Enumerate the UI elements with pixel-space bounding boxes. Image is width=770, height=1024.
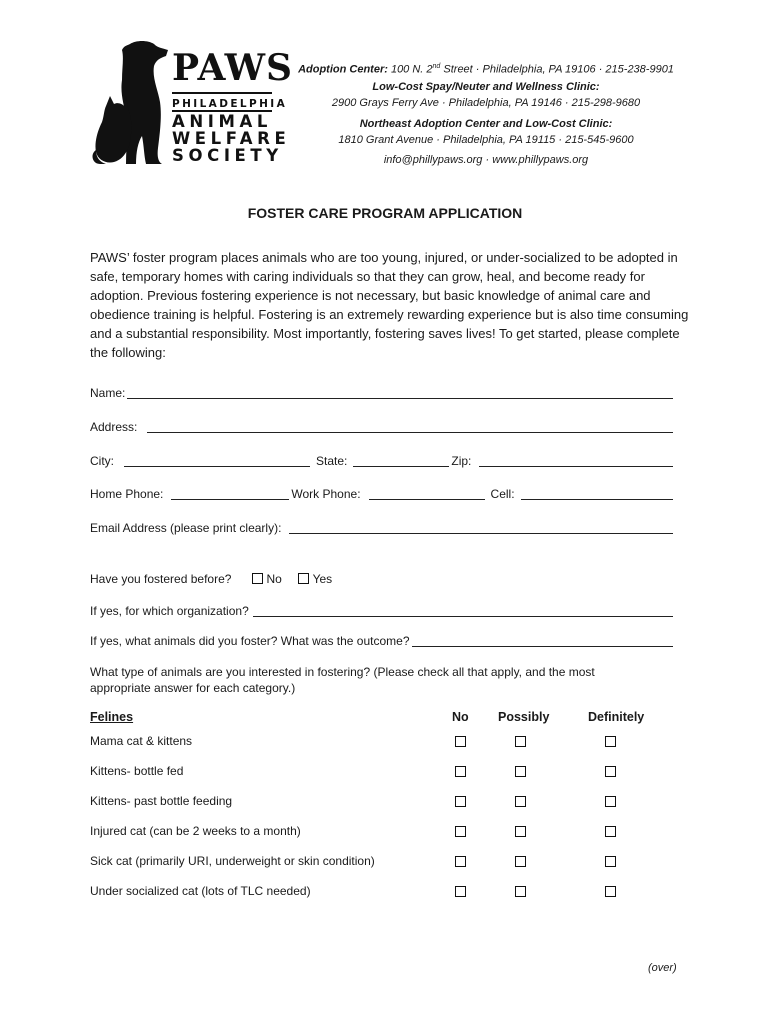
what-animals-field[interactable]: If yes, what animals did you foster? What was the outcome?: [90, 632, 675, 648]
fostered-yes-checkbox[interactable]: [298, 573, 309, 584]
zip-line[interactable]: [479, 454, 673, 467]
logo-wordmark: PAWS: [172, 47, 294, 89]
feline-possibly-checkbox[interactable]: [515, 856, 526, 867]
logo-city: PHILADELPHIA: [172, 98, 288, 110]
work-phone-line[interactable]: [369, 487, 485, 500]
clinic-label: Low-Cost Spay/Neuter and Wellness Clinic:: [372, 81, 600, 93]
feline-no-checkbox[interactable]: [455, 826, 466, 837]
feline-possibly-checkbox[interactable]: [515, 826, 526, 837]
feline-no-checkbox[interactable]: [455, 796, 466, 807]
col-no: No: [452, 710, 469, 724]
phone-row: Home Phone: Work Phone: Cell:: [90, 485, 675, 501]
page-title: FOSTER CARE PROGRAM APPLICATION: [247, 205, 523, 221]
feline-definitely-checkbox[interactable]: [605, 826, 616, 837]
feline-no-checkbox[interactable]: [455, 736, 466, 747]
interest-question: What type of animals are you interested in fostering? (Please check all that apply, and the most appropriate answer for each category.): [90, 665, 595, 695]
feline-row-label: Mama cat & kittens: [90, 734, 193, 748]
name-line[interactable]: [127, 386, 673, 399]
feline-possibly-checkbox[interactable]: [515, 796, 526, 807]
logo-line-animal: ANIMAL: [172, 112, 273, 131]
city-line[interactable]: [124, 454, 310, 467]
feline-row-label: Injured cat (can be 2 weeks to a month): [90, 824, 301, 838]
state-line[interactable]: [353, 454, 449, 467]
feline-row-label: Kittens- past bottle feeding: [90, 794, 233, 808]
clinic-address: 2900 Grays Ferry Ave · Philadelphia, PA 19146 · 215-298-9680: [331, 97, 641, 109]
feline-possibly-checkbox[interactable]: [515, 736, 526, 747]
col-possibly: Possibly: [498, 710, 550, 724]
feline-definitely-checkbox[interactable]: [605, 856, 616, 867]
home-phone-line[interactable]: [171, 487, 289, 500]
address-line[interactable]: [147, 420, 673, 433]
feline-no-checkbox[interactable]: [455, 766, 466, 777]
feline-row-label: Kittens- bottle fed: [90, 764, 184, 778]
feline-definitely-checkbox[interactable]: [605, 796, 616, 807]
feline-definitely-checkbox[interactable]: [605, 886, 616, 897]
logo-line-welfare: WELFARE: [172, 129, 291, 148]
which-org-field[interactable]: If yes, for which organization?: [90, 602, 675, 618]
intro-paragraph: PAWS’ foster program places animals who are too young, injured, or under-socialized to be adopted in safe, temporary homes with caring individuals so that they can grow, heal, and become ready for adoption. Previous fostering experience is not necessary, but basic knowledge of animal care and obedience training is helpful. Fostering is an extremely rewarding experience but is also time consuming and a substantial responsibility. Most importantly, fostering saves lives! To get started, please complete the following:: [90, 250, 689, 360]
what-animals-line[interactable]: [412, 634, 674, 647]
logo-line-society: SOCIETY: [172, 146, 283, 165]
feline-row-label: Sick cat (primarily URI, underweight or skin condition): [90, 854, 375, 868]
over-note: (over): [648, 962, 677, 974]
feline-no-checkbox[interactable]: [455, 856, 466, 867]
northeast-address: 1810 Grant Avenue · Philadelphia, PA 19115 · 215-545-9600: [338, 134, 634, 146]
feline-no-checkbox[interactable]: [455, 886, 466, 897]
feline-possibly-checkbox[interactable]: [515, 766, 526, 777]
feline-definitely-checkbox[interactable]: [605, 766, 616, 777]
email-line[interactable]: [289, 521, 673, 534]
fostered-before-question: Have you fostered before? No Yes: [90, 572, 333, 586]
cell-line[interactable]: [521, 487, 673, 500]
feline-definitely-checkbox[interactable]: [605, 736, 616, 747]
feline-possibly-checkbox[interactable]: [515, 886, 526, 897]
northeast-label: Northeast Adoption Center and Low-Cost Clinic:: [359, 118, 613, 130]
address-field[interactable]: Address:: [90, 418, 675, 434]
which-org-line[interactable]: [253, 604, 673, 617]
contact-web: info@phillypaws.org · www.phillypaws.org: [383, 154, 589, 166]
city-state-zip-row: City: State: Zip:: [90, 452, 675, 468]
adoption-center-line: Adoption Center: 100 N. 2nd Street · Philadelphia, PA 19106 · 215-238-9901: [298, 63, 674, 76]
felines-heading: Felines: [90, 710, 134, 724]
name-field[interactable]: Name:: [90, 384, 675, 400]
col-definitely: Definitely: [588, 710, 645, 724]
email-field[interactable]: Email Address (please print clearly):: [90, 519, 675, 535]
fostered-no-checkbox[interactable]: [252, 573, 263, 584]
logo-rule: [172, 92, 272, 94]
feline-row-label: Under socialized cat (lots of TLC needed): [90, 884, 311, 898]
